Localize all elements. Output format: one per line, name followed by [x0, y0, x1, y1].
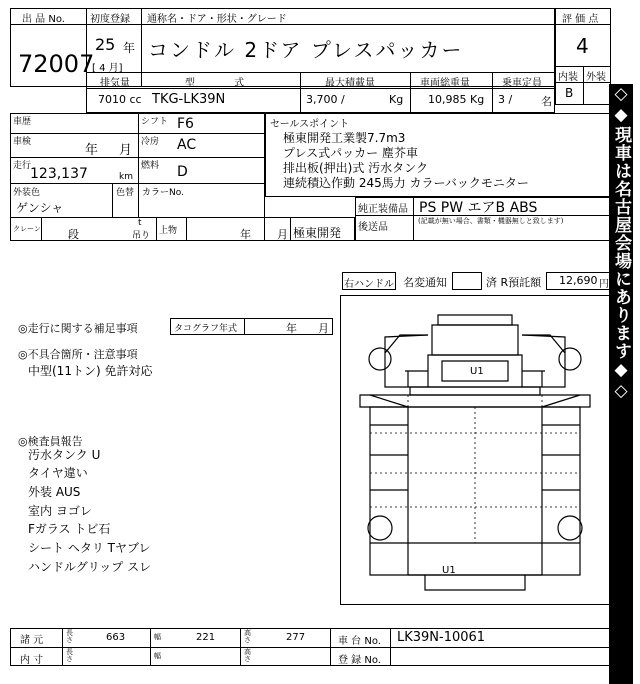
gross-weight-label: 車両総重量	[420, 78, 470, 89]
capacity-unit: 名	[541, 95, 552, 108]
aftermarket-note: (記載が無い場合、書類・機器無しと致します)	[418, 217, 564, 225]
steering-side: 右ハンドル	[344, 279, 394, 290]
displacement: 7010 cc	[98, 93, 142, 106]
inspector-label: ◎検査員報告	[18, 435, 83, 448]
sales-point-1: 極東開発工業製7.7m3	[283, 131, 406, 145]
location-banner	[609, 84, 633, 684]
inspector-line-1: 汚水タンク U	[28, 448, 101, 462]
tacho-label: タコグラフ年式	[174, 324, 238, 334]
length-label: 長さ	[66, 629, 73, 644]
defects-label: ◎不具合箇所・注意事項	[18, 348, 138, 361]
grade-label: 評 価 点	[562, 14, 599, 25]
sales-point-3: 排出板(押出)式 汚水タンク	[283, 161, 428, 175]
recycle-amount: 12,690	[559, 274, 598, 287]
grade-value: 4	[576, 34, 589, 58]
height-label-2: 高さ	[244, 648, 251, 663]
recycle-unit: 円	[599, 279, 609, 290]
gross-weight: 10,985 Kg	[428, 93, 485, 106]
sales-points-label: セールスポイント	[270, 119, 350, 130]
upper-month: 月	[277, 228, 288, 241]
interior-grade: B	[565, 86, 574, 100]
sales-point-2: プレス式パッカー 塵芥車	[283, 146, 418, 160]
mileage: 123,137	[30, 166, 88, 182]
registration-label: 登 録 No.	[338, 655, 381, 666]
history-label: 車歴	[13, 117, 32, 127]
inspector-line-6: シート ヘタリ Tヤブレ	[28, 541, 151, 555]
length-label-2: 長さ	[66, 648, 73, 663]
sales-point-4: 連続積込作動 245馬力 カラーバックモニター	[283, 176, 529, 190]
width-value: 221	[196, 632, 216, 643]
ac: AC	[177, 137, 197, 153]
ext-color-label: 外装色	[13, 188, 41, 198]
color-no-label: カラーNo.	[142, 188, 184, 198]
shift-label: シフト	[141, 117, 169, 127]
model-code: TKG-LK39N	[152, 92, 226, 107]
name-change-label: 名変通知	[403, 276, 447, 289]
model-code-label: 型 式	[185, 78, 245, 89]
running-notes-label: ◎走行に関する補足事項	[18, 322, 138, 335]
capacity-label: 乗車定員	[502, 78, 542, 89]
defects-line: 中型(11トン) 免許対応	[28, 364, 153, 378]
length-value: 663	[106, 632, 126, 643]
ext-color: ゲンシャ	[16, 201, 64, 215]
max-load-label: 最大積載量	[325, 78, 375, 89]
crane-lift: 吊り	[132, 231, 151, 241]
height-label: 高さ	[244, 629, 251, 644]
standard-equipment: PS PW エアB ABS	[419, 200, 538, 216]
inspector-line-2: タイヤ違い	[28, 466, 88, 480]
height-value: 277	[286, 632, 306, 643]
lot-label: 出 品 No.	[22, 14, 65, 25]
crane-ton: t	[138, 218, 142, 228]
inspection-label: 車検	[13, 137, 32, 147]
recycle-label: 済 R預託額	[486, 276, 542, 289]
inspection-month: 月	[119, 143, 133, 158]
fuel-label: 燃料	[141, 161, 160, 171]
color-change-label: 色替	[116, 188, 135, 198]
upper-year: 年	[240, 228, 251, 241]
truck-damage-diagram	[340, 295, 610, 605]
crane-label: クレーン	[13, 225, 41, 233]
chassis-no: LK39N-10061	[397, 630, 486, 645]
upper-maker: 極東開発	[293, 226, 342, 240]
aftermarket-label: 後送品	[358, 222, 388, 233]
inspector-line-4: 室内 ヨゴレ	[28, 504, 92, 518]
mileage-unit: km	[119, 172, 133, 182]
model-header-label: 通称名・ドア・形状・グレード	[147, 14, 287, 25]
max-load-unit: Kg	[389, 93, 404, 106]
width-label-2: 幅	[154, 652, 161, 660]
era-year: 25	[95, 35, 116, 54]
damage-mark-rear: U1	[442, 565, 456, 576]
interior-dims-label: 内 寸	[20, 655, 44, 666]
tacho-month: 月	[318, 322, 329, 335]
interior-grade-label: 内装	[558, 72, 578, 83]
year-unit: 年	[123, 41, 136, 55]
inspector-line-3: 外装 AUS	[28, 485, 81, 499]
reg-month: [ 4 月]	[92, 63, 123, 74]
shift: F6	[177, 116, 194, 132]
capacity: 3 /	[498, 93, 513, 106]
crane-stage: 段	[68, 228, 79, 241]
chassis-label: 車 台 No.	[338, 636, 381, 647]
damage-mark-front: U1	[470, 366, 484, 377]
standard-equipment-label: 純正装備品	[358, 204, 408, 215]
upper-label: 上物	[159, 226, 178, 236]
dims-label: 諸 元	[20, 635, 44, 646]
exterior-grade-label: 外装	[586, 72, 606, 83]
width-label: 幅	[154, 633, 161, 641]
inspector-line-7: ハンドルグリップ スレ	[28, 560, 152, 574]
fuel: D	[177, 164, 188, 180]
inspection-year: 年	[85, 143, 99, 158]
tacho-year: 年	[286, 322, 297, 335]
model-name: コンドル 2ドア プレスパッカー	[148, 38, 464, 62]
location-banner-text: ◇◆現車は名古屋会場にあります◆◇	[611, 84, 631, 402]
first-reg-label: 初度登録	[90, 14, 130, 25]
max-load: 3,700 /	[306, 93, 345, 106]
ac-label: 冷房	[141, 137, 160, 147]
inspector-line-5: Fガラス トビ石	[28, 522, 111, 536]
displacement-label: 排気量	[100, 78, 130, 89]
mileage-label: 走行	[13, 161, 32, 171]
lot-number: 72007	[18, 50, 95, 78]
